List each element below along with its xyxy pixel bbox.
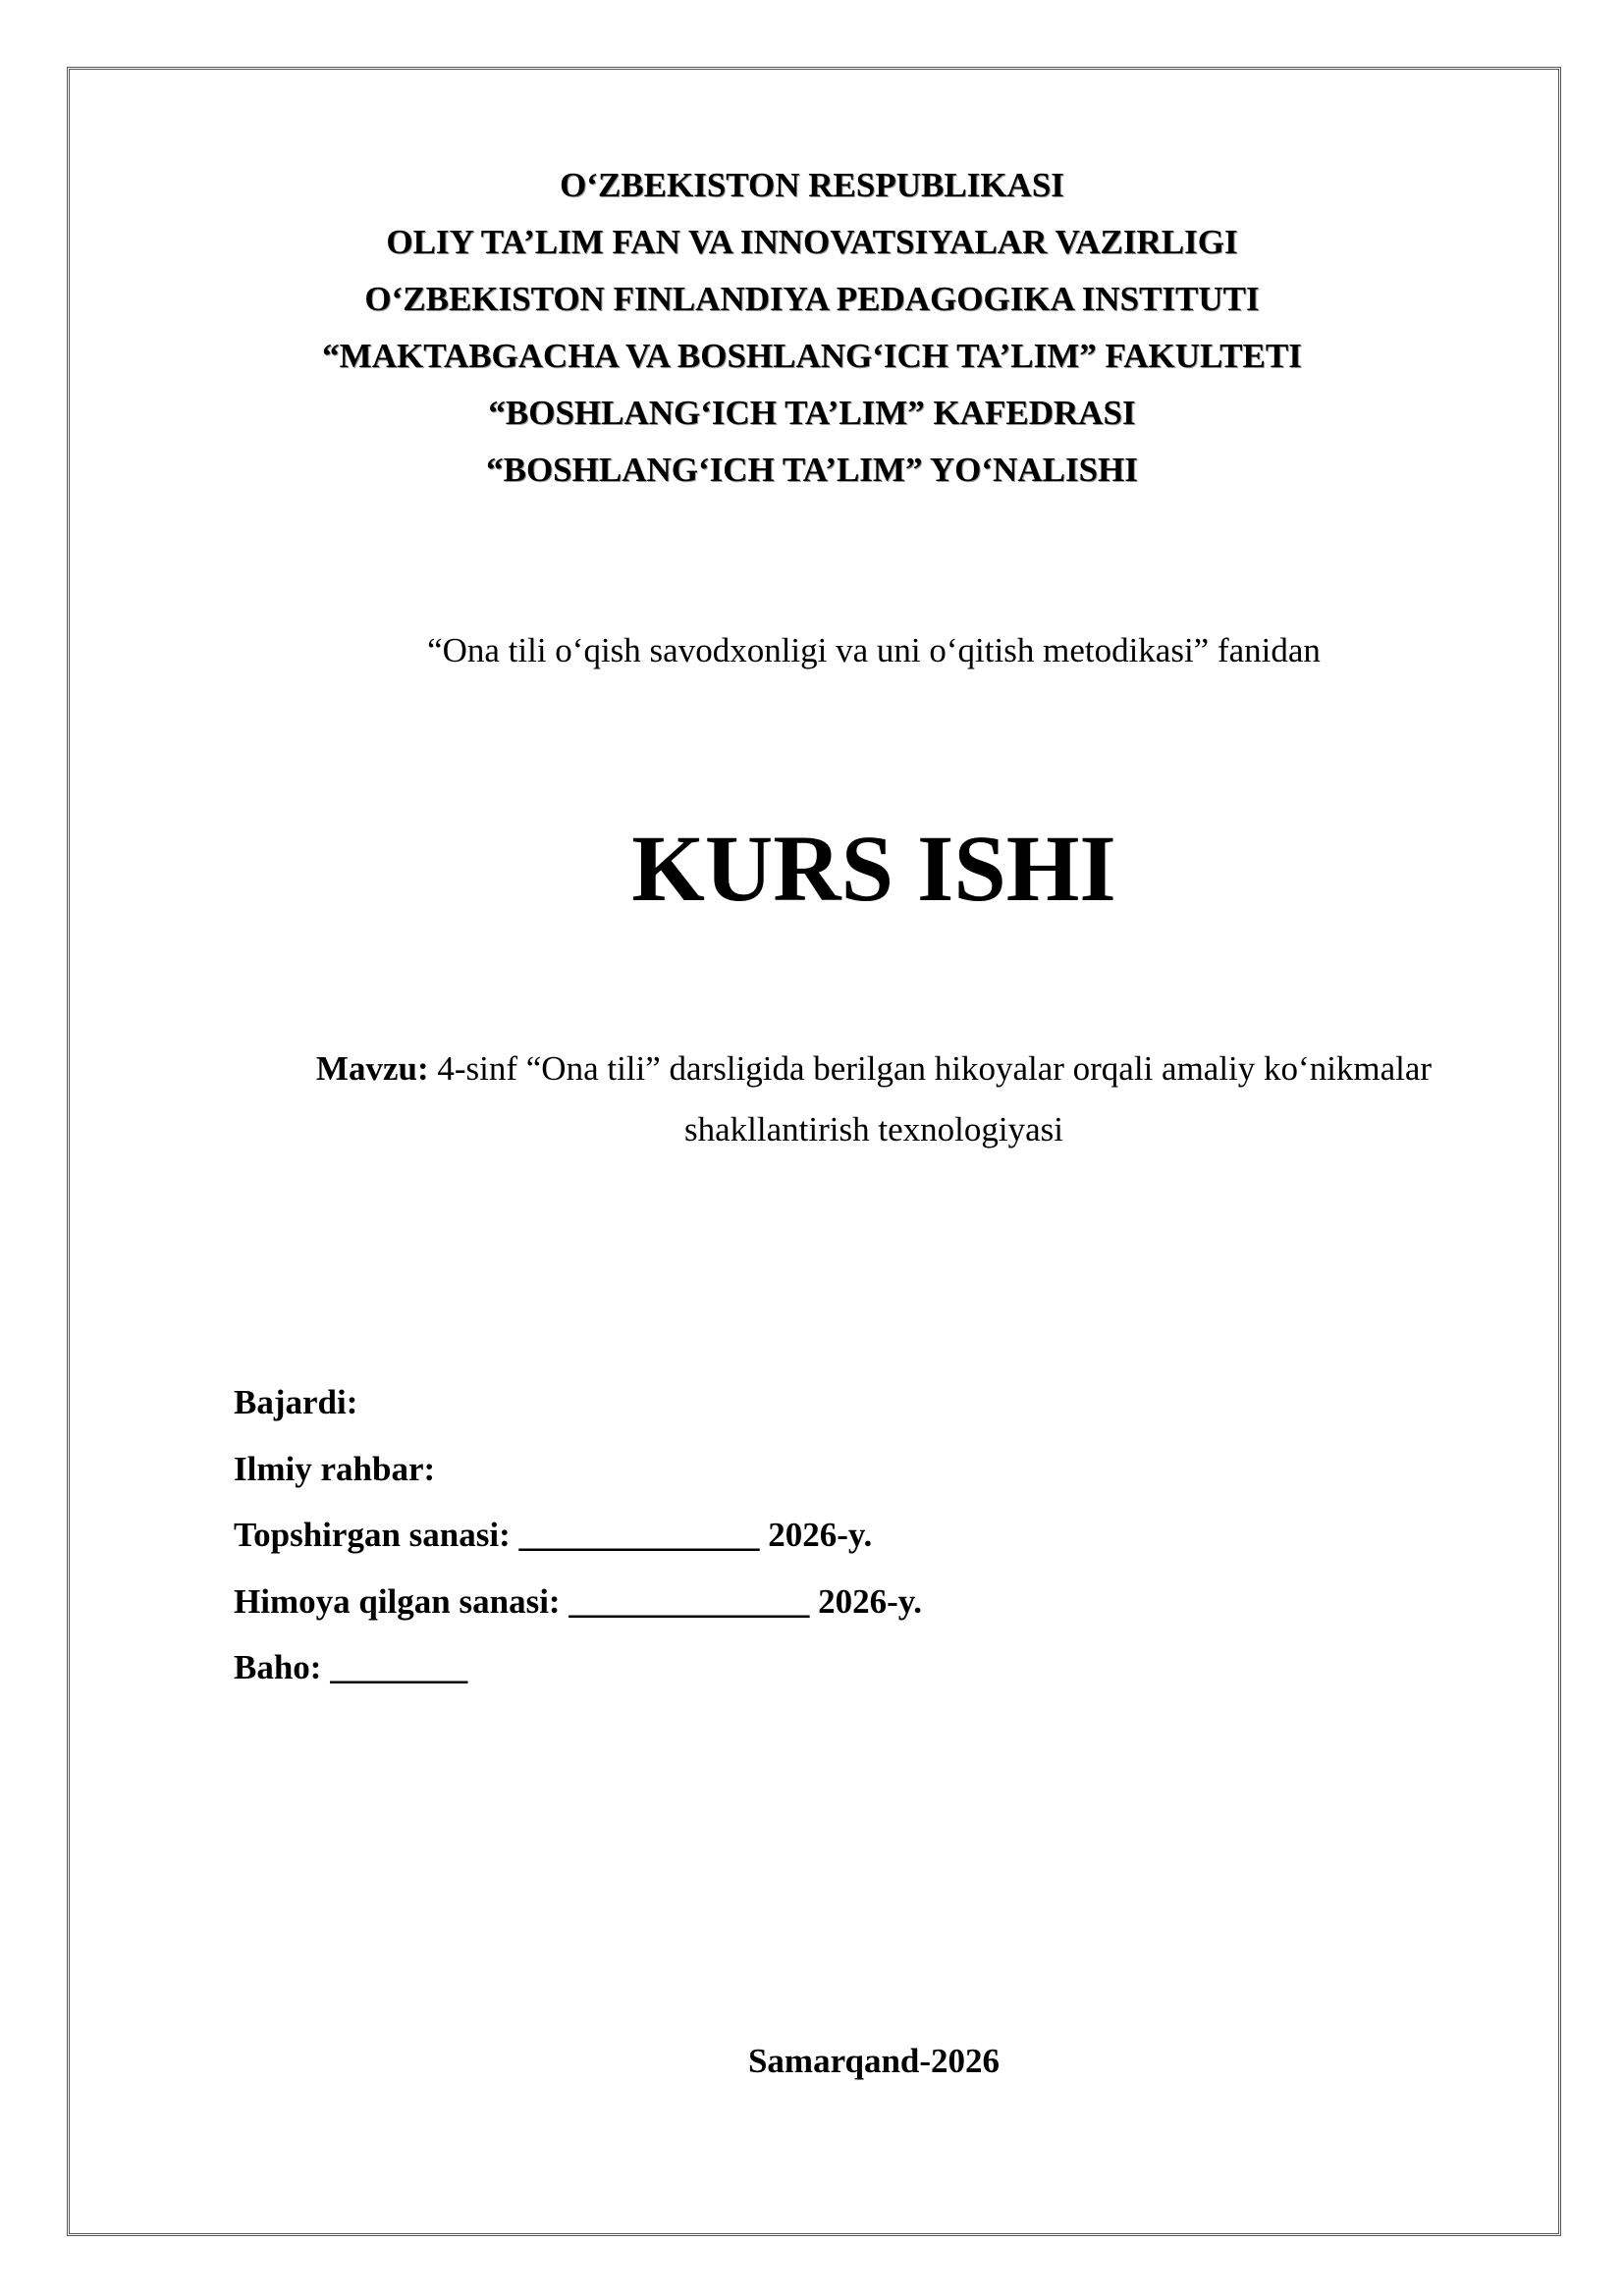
author-info-block [234,1369,1412,1701]
header-line-institute: O‘ZBEKISTON FINLANDIYA PEDAGOGIKA INSTITUTI [364,280,1260,318]
topic-label: Mavzu: [315,1049,429,1088]
document-title: KURS ISHI [631,816,1116,921]
header-line-direction: “BOSHLANG‘ICH TA’LIM” YO‘NALISHI [486,451,1138,489]
institution-header [0,157,1624,499]
subject-line: “Ona tili o‘qish savodxonligi va uni o‘qitish metodikasi” fanidan [427,631,1321,669]
defense-date-line: Himoya qilgan sanasi: ______________ 2026-y. [234,1581,923,1621]
performed-by-line: Bajardi: [234,1383,358,1421]
header-line-country: O‘ZBEKISTON RESPUBLIKASI [560,166,1064,204]
grade-line: Baho: ________ [234,1648,468,1686]
header-line-faculty: “MAKTABGACHA VA BOSHLANG‘ICH TA’LIM” FAKULTETI [322,337,1302,375]
header-line-ministry: OLIY TA’LIM FAN VA INNOVATSIYALAR VAZIRLIGI [386,223,1238,261]
topic-paragraph [236,1039,1512,1160]
topic-text: 4-sinf “Ona tili” darsligida berilgan hikoyalar orqali amaliy ko‘nikmalar shakllantirish texnologiyasi [437,1049,1433,1148]
submission-date-line: Topshirgan sanasi: ______________ 2026-y. [234,1516,873,1554]
supervisor-line: Ilmiy rahbar: [234,1449,436,1488]
city-year-footer: Samarqand-2026 [747,2042,1001,2080]
header-line-department: “BOSHLANG‘ICH TA’LIM” KAFEDRASI [488,394,1136,432]
